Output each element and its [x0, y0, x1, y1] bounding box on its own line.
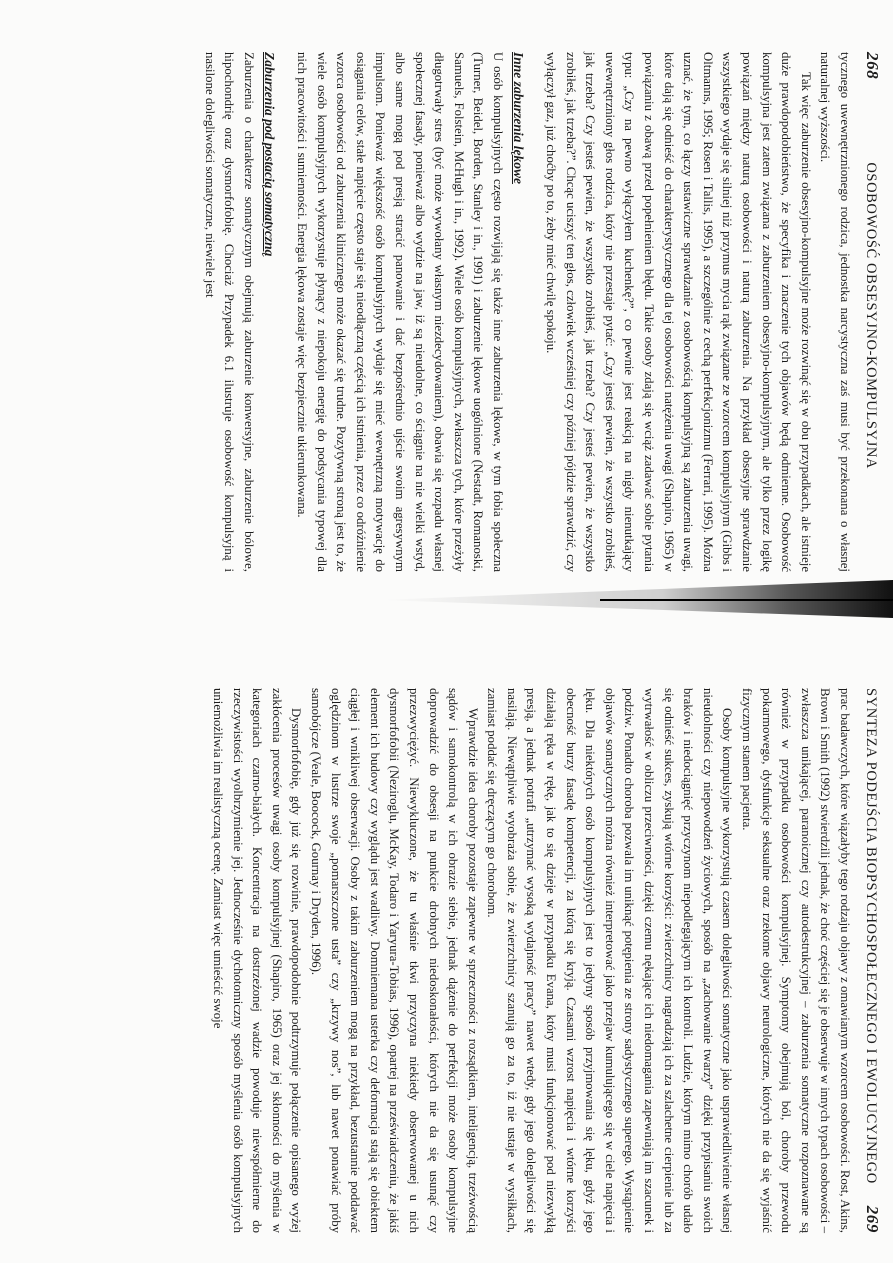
left-page-body: [199, 52, 854, 572]
right-paragraph-2: Osoby kompulsyjne wykorzystują czasem dolegliwości somatyczne jako usprawiedliwienie własnej nieudolności czy niepowodzeń życiowych, sposób na „zachowanie twarzy” dzięki przypisaniu swoich braków i niedociągnięć przyczynom niepodlegającym ich kontroli. Ludzie, którym mimo chorób udało się odnieść sukces, zyskują wtórne korzyści: zwierzchnicy nagradzają ich za szlachetne cierpienie lub za wytrwałość w obliczu przeciwności, dzięki czemu nękające ich niedomagania zapewniają im szacunek i podziw. Ponadto choroba pozwala im uniknąć potępienia ze strony sadystycznego superego. Wystąpienie objawów somatycznych można również interpretować jako przejaw kumulującego się w ciele napięcia i lęku. Dla niektórych osób kompulsyjnych jest to jedyny sposób przyjmowania się lęku, gdyż jego obecność burzy fasadę kompetencji, za którą się kryją. Czasami wzrost napięcia i wtórne korzyści działają ręka w rękę, jak to się dzieje w przypadku Evana, który musi funkcjonować pod niezwykłą presją, a jednak potrafi „utrzymać wysoką wydajność pracy” nawet wtedy, gdy jego dolegliwości się nasilają. Niewątpliwie wyobraża sobie, że zwierzchnicy szanują go za to, iż nie ustaje w wysiłkach, zamiast poddać się dręczącym go chorobom.: [485, 688, 735, 1233]
right-page-header: [862, 688, 882, 1233]
left-running-head: OSOBOWOŚĆ OBSESYJNO-KOMPULSYJNA: [863, 162, 879, 469]
book-gutter: [0, 560, 893, 640]
left-section-heading-1: Inne zaburzenia lękowe: [511, 52, 527, 185]
left-page-number: 268: [863, 52, 882, 80]
left-section-1-text: U osób kompulsyjnych często rozwijają się także inne zaburzenia lękowe, w tym fobia społeczna (Turner, Beidel, Borden, Stanley i in., 1991) i zaburzenie lękowe uogólnione (Nestadt, Romanoski, Samuels, Folstein, McHugh i in., 1992). Wiele osób kompulsyjnych, zwłaszcza tych, które przeżyły długotrwały stres (być może wywołany własnym niezdecydowaniem), obawia się rozpadu własnej społecznej fasady, ponieważ albo wydzie na jaw, iż są nieudolne, co ściągnie na nie wielki wstyd, albo same mogą pod presją stracić panowanie i dać bezpośrednio ujście swoim agresywnym impulsom. Ponieważ większość osób kompulsyjnych wydaje się mieć wewnętrzną motywację do osiągania celów, stałe napięcie często staje się nieodłączną częścią ich istnienia, przez co odróżnienie wzorca osobowości od zaburzenia klinicznego może okazać się trudne. Pozytywną stroną jest to, że wiele osób kompulsyjnych wykorzystuje płynący z niepokoju energię do podsycania typowej dla nich pracowitości i sumienności. Energia lękowa zostaje więc bezpiecznie ukierunkowana.: [294, 52, 505, 572]
left-section-heading-2: Zaburzenia pod postacią somatyczną: [262, 52, 278, 257]
left-section-2-text: Zaburzenia o charakterze somatycznym obejmują zaburzenie konwersyjne, zaburzenie bólowe, hipochondrię oraz dysmorfofobię. Chociaż Przypadek 6.1 ilustruje osobowość kompulsyjną i nasilone dolegliwości somatyczne, niewiele jest: [202, 52, 256, 572]
right-paragraph-1: prac badawczych, które wiązałyby tego rodzaju objawy z omawianym wzorcem osobowości. Rost, Akins, Brown i Smith (1992) stwierdzili jednak, że choć częściej się je obserwuje w innych typach osobowości – zwłaszcza unikającej, paranoicznej czy autodestrukcyjnej – zaburzenia somatyczne rozpoznawane są również w przypadku osobowości kompulsyjnej. Symptomy obejmują ból, choroby przewodu pokarmowego, dysfunkcje seksualne oraz rzekome objawy neurologiczne, których nie da się wyjaśnić fizycznym stanem pacjenta.: [740, 688, 852, 1233]
left-paragraph-1: tycznego uwewnętrznionego rodzica, jednostka narcystyczna zaś musi być przekonana o własnej naturalnej wyższości.: [818, 52, 852, 572]
left-page: [199, 52, 882, 572]
right-paragraph-3: Wprawdzie idea choroby pozostaje zapewne w sprzeczności z rozsądkiem, inteligencją, trzeźwością sądów i samokontrolą w ich obrazie siebie, jednak dążenie do perfekcji może osoby kompulsyjne doprowadzić do obsesji na punkcie drobnych niedoskonałości, których nie da się usunąć czy przezwyciężyć. Niewykluczone, że tu właśnie tkwi przyczyna niekiedy obserwowanej u nich dysmorfofobii (Neziroglu, McKay, Todaro i Yaryura-Tobias, 1996), opartej na przeświadczeniu, że jakiś element ich budowy czy wyglądu jest wadliwy. Domniemana usterka czy deformacja stają się obiektem ciągłej i wnikliwej obserwacji. Osoby z takim zaburzeniem mogą na przykład, bezustannie poddawać oględzinom w lustrze swoje „pomarszczone usta” czy „krzywy nos”, lub nawet ponawiać próby samobójcze (Veale, Boocock, Gournay i Dryden, 1996).: [308, 688, 480, 1233]
right-running-head: SYNTEZA PODEJŚCIA BIOPSYCHOSPOŁECZNEGO I EWOLUCYJNEGO: [863, 688, 879, 1184]
right-page-number: 269: [863, 1205, 882, 1233]
left-paragraph-2: Tak więc zaburzenie obsesyjno-kompulsyjne może rozwinąć się w obu przypadkach, ale istnieje duże prawdopodobieństwo, że specyfika i znaczenie tych objawów będą odmienne. Osobowość kompulsyjna jest zatem związana z zaburzeniem obsesyjno-kompulsyjnym, ale tylko przez logikę powiązań między naturą osobowości i naturą zaburzenia. Na przykład obsesyjne sprawdzanie wszystkiego wydaje się silniej niż przymus mycia rąk związane ze wzorcem kompulsyjnym (Gibbs i Oltmanns, 1995; Rosen i Tallis, 1995), a szczególnie z cechą perfekcjonizmu (Ferrari, 1995). Można uznać, że tym, co łączy ustawiczne sprawdzanie z osobowością kompulsyjną są zaburzenia uwagi, które dają się odnieść do charakterystycznego dla tej osobowości natężenia uwagi (Shapiro, 1965) w powiązaniu z obawą przed popełnieniem błędu. Takie osoby zdają się wciąż zadawać sobie pytania typu: „Czy na pewno wyłączyłem kuchenkę?”, co pewnie jest reakcją na nigdy nienutkający uwewnętrzniony głos rodzica, który nie przestaje pytać: „Czy jesteś pewien, że wszystko zrobiłeś, jak trzeba? Czy jesteś pewien, że wszystko zrobiłeś, jak trzeba? Czy jesteś pewien, że wszystko zrobiłeś, jak trzeba?”. Chcąc uciszyć ten głos, człowiek wcześniej czy później pójdzie sprawdzić, czy wyłączył gaz, już choćby po to, żeby mieć chwilę spokoju.: [544, 52, 813, 572]
right-page-body: [207, 688, 854, 1233]
right-paragraph-4: Dysmorfofobię, gdy już się rozwinie, prawdopodobnie podtrzymuje połączenie opisanego wyżej zakłócenia procesów uwagi osoby kompulsyjnej (Shapiro, 1965) oraz jej skłonności do myślenia w kategoriach czarno-białych. Koncentracja na dostrzeżonej wadzie powoduje niewspółmierne do rzeczywistości wyolbrzymienie jej. Jednocześnie dychotomiczny sposób myślenia osób kompulsyjnych uniemożliwia im realistyczną ocenę. Zamiast więc umieścić swoje: [211, 688, 304, 1233]
left-page-header: [862, 52, 882, 572]
right-page: [207, 688, 882, 1233]
